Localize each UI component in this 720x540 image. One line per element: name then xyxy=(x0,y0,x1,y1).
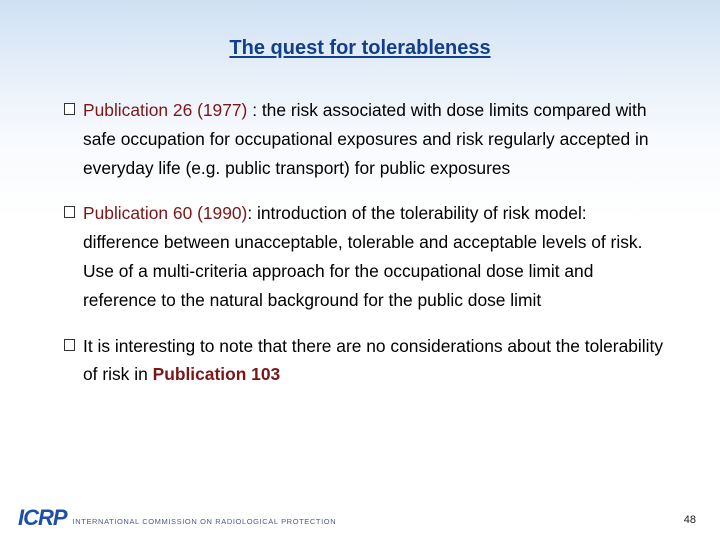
organization-name: INTERNATIONAL COMMISSION ON RADIOLOGICAL PROTECTION xyxy=(72,517,337,526)
bullet-text: : the risk associated with dose limits compared with safe occupation for occupational exposures and risk regularly accepted in everyday life (e.g. public transport) for public exposures xyxy=(83,100,649,178)
bullet-publication-103 xyxy=(64,332,664,390)
publication-103-ref: Publication 103 xyxy=(152,364,281,385)
bullet-text: : introduction of the tolerability of risk model: difference between unacceptable, tolerable and acceptable levels of risk. Use of a multi-criteria approach for the occupational dose limit and reference to the natural background for the public dose limit xyxy=(83,203,643,310)
bullet-list xyxy=(64,96,664,406)
bullet-box-icon xyxy=(64,339,75,351)
bullet-publication-26 xyxy=(64,96,664,182)
bullet-text: It is interesting to note that there are no considerations about the tolerability of risk in xyxy=(83,335,664,385)
icrp-logo-letters: ICRP xyxy=(18,505,67,530)
bullet-publication-60 xyxy=(64,199,664,314)
icrp-logo-mark xyxy=(18,505,67,530)
page-number: 48 xyxy=(683,514,696,526)
icrp-logo xyxy=(18,505,337,530)
slide-title: The quest for tolerableness xyxy=(229,37,491,59)
bullet-box-icon xyxy=(64,206,75,218)
publication-26-ref: Publication 26 (1977) xyxy=(83,100,248,120)
publication-60-ref: Publication 60 (1990) xyxy=(83,203,248,224)
bullet-box-icon xyxy=(64,103,75,115)
